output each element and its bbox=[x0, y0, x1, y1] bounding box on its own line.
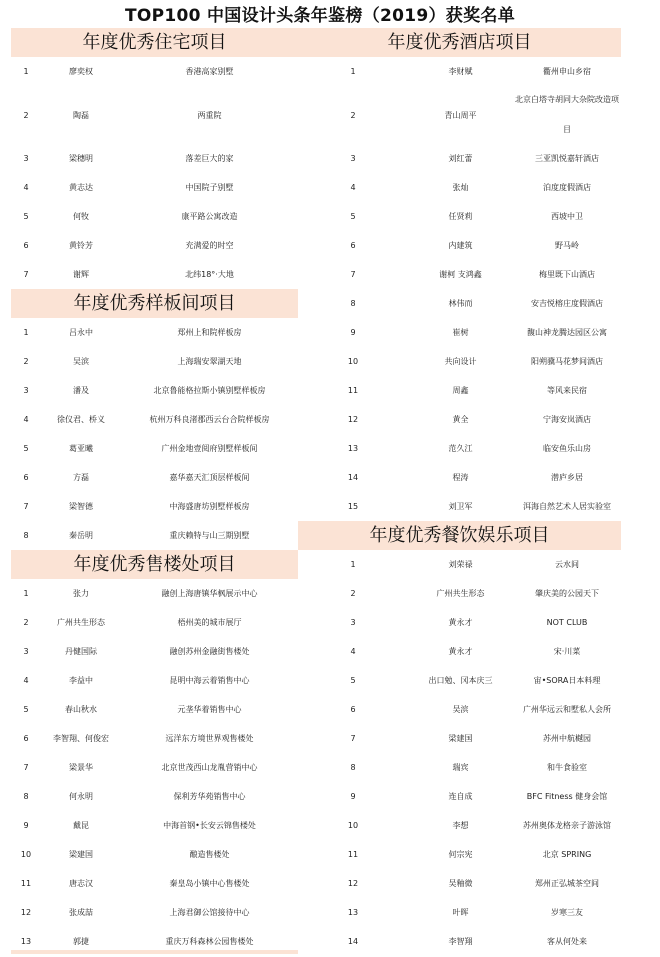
table-row bbox=[11, 724, 298, 753]
table-row bbox=[298, 434, 621, 463]
row-number: 14 bbox=[347, 937, 359, 946]
row-number: 13 bbox=[347, 908, 359, 917]
designer-name: 吴滨 bbox=[452, 705, 469, 714]
right-column bbox=[298, 28, 621, 956]
project-name: 衢州申山乡宿 bbox=[543, 66, 591, 76]
project-name: 重庆万科森林公园售楼处 bbox=[165, 937, 254, 946]
table-row bbox=[298, 753, 621, 782]
designer-name: 刘红蕾 bbox=[448, 154, 473, 163]
designer-name: 梁穗明 bbox=[69, 154, 93, 163]
row-number: 5 bbox=[23, 705, 29, 714]
row-number: 8 bbox=[23, 792, 29, 801]
designer-name: 何宗宪 bbox=[448, 850, 473, 859]
designer-name: 任贤莉 bbox=[448, 212, 473, 221]
sales-office-rows bbox=[11, 579, 298, 956]
table-row bbox=[11, 231, 298, 260]
project-name: 阳朔骥马花梦间酒店 bbox=[531, 356, 603, 366]
designer-name: 郭捷 bbox=[73, 937, 89, 946]
row-number: 2 bbox=[350, 110, 356, 120]
project-name: 两重院 bbox=[197, 110, 222, 120]
table-row bbox=[11, 695, 298, 724]
row-number: 8 bbox=[350, 299, 356, 308]
designer-name: 张力 bbox=[73, 589, 89, 598]
section-heading-sales-office: 年度优秀售楼处项目 bbox=[11, 550, 298, 579]
designer-name: 李智翔 bbox=[448, 937, 473, 946]
project-name: 梅里既下山酒店 bbox=[539, 269, 595, 279]
table-row bbox=[298, 86, 621, 144]
designer-name: 陶磊 bbox=[73, 110, 89, 120]
designer-name: 李想 bbox=[452, 821, 469, 830]
row-number: 6 bbox=[350, 705, 356, 714]
designer-name: 黄永才 bbox=[448, 647, 473, 656]
project-name: 中海首钢•长安云锦售楼处 bbox=[163, 821, 256, 830]
table-row bbox=[298, 463, 621, 492]
section-heading-show-flat: 年度优秀样板间项目 bbox=[11, 289, 298, 318]
designer-name: 梁建国 bbox=[69, 850, 93, 859]
row-number: 8 bbox=[350, 763, 356, 772]
project-name: 北纬18°·大地 bbox=[185, 270, 234, 279]
row-number: 7 bbox=[350, 270, 356, 279]
designer-name: 春山秋水 bbox=[65, 705, 97, 714]
table-row bbox=[298, 579, 621, 608]
table-row bbox=[298, 289, 621, 318]
designer-name: 连自成 bbox=[448, 792, 473, 801]
project-name: 泊度度假酒店 bbox=[543, 182, 591, 192]
designer-name: 廖奕权 bbox=[69, 67, 93, 76]
row-number: 1 bbox=[350, 560, 356, 569]
project-name: 馥山神龙腾达园区公寓 bbox=[527, 327, 607, 337]
row-number: 10 bbox=[347, 357, 359, 366]
designer-name: 刘卫军 bbox=[448, 502, 473, 511]
table-row bbox=[11, 57, 298, 86]
row-number: 6 bbox=[23, 241, 29, 250]
table-row bbox=[298, 782, 621, 811]
row-number: 7 bbox=[350, 734, 356, 743]
designer-name: 张灿 bbox=[452, 183, 469, 192]
row-number: 7 bbox=[23, 502, 29, 511]
project-name: 北京 SPRING bbox=[542, 849, 592, 859]
project-name: 北京白塔寺胡同大杂院改造项目 bbox=[515, 95, 619, 134]
table-row bbox=[298, 57, 621, 86]
row-number: 3 bbox=[23, 386, 29, 395]
project-name: 重庆赖特与山三期别墅 bbox=[169, 531, 250, 540]
designer-name: 广州共生形态 bbox=[57, 618, 105, 627]
project-name: 康平路公寓改造 bbox=[181, 212, 238, 221]
designer-name: 戴昆 bbox=[73, 821, 89, 830]
designer-name: 丹健国际 bbox=[65, 647, 97, 656]
project-name: 宙•SORA日本料理 bbox=[533, 675, 601, 685]
designer-name: 叶晖 bbox=[452, 908, 469, 917]
designer-name: 吕永中 bbox=[69, 328, 93, 337]
table-row bbox=[11, 144, 298, 173]
project-name: 酿造售楼处 bbox=[189, 850, 230, 859]
table-row bbox=[298, 637, 621, 666]
row-number: 4 bbox=[23, 676, 29, 685]
table-row bbox=[11, 463, 298, 492]
designer-name: 何永明 bbox=[69, 792, 93, 801]
project-name: 和牛食验室 bbox=[547, 762, 587, 772]
project-name: NOT CLUB bbox=[546, 617, 588, 627]
row-number: 1 bbox=[23, 589, 29, 598]
designer-name: 程涛 bbox=[452, 473, 469, 482]
table-row bbox=[11, 260, 298, 289]
designer-name: 梁智德 bbox=[69, 502, 93, 511]
row-number: 7 bbox=[23, 763, 29, 772]
row-number: 6 bbox=[350, 241, 356, 250]
project-name: 洱海自然艺术人居实验室 bbox=[523, 501, 611, 511]
project-name: 苏州奥体龙格亲子游泳馆 bbox=[523, 820, 611, 830]
section-heading-residential: 年度优秀住宅项目 bbox=[11, 28, 298, 57]
table-row bbox=[11, 666, 298, 695]
project-name: 北京鲁能格拉斯小镇别墅样板房 bbox=[153, 386, 266, 395]
project-name: 杭州万科良渚郡西云台合院样板房 bbox=[149, 415, 270, 424]
table-row bbox=[298, 695, 621, 724]
table-row bbox=[298, 260, 621, 289]
table-row bbox=[298, 608, 621, 637]
table-row bbox=[298, 492, 621, 521]
project-name: 云水间 bbox=[555, 559, 579, 569]
designer-name: 吴滨 bbox=[73, 357, 89, 366]
row-number: 2 bbox=[350, 589, 356, 598]
project-name: 客从何处来 bbox=[547, 936, 587, 946]
project-name: 嘉华嘉天汇顶层样板间 bbox=[169, 473, 250, 482]
designer-name: 林伟而 bbox=[448, 299, 473, 308]
table-row bbox=[298, 318, 621, 347]
project-name: 远洋东方境世界观售楼处 bbox=[165, 734, 254, 743]
row-number: 15 bbox=[347, 502, 359, 511]
designer-name: 吴釉微 bbox=[448, 879, 473, 888]
designer-name: 梁建国 bbox=[448, 734, 473, 743]
hotel-rows bbox=[298, 57, 621, 521]
row-number: 12 bbox=[347, 879, 359, 888]
row-number: 4 bbox=[350, 183, 356, 192]
project-name: BFC Fitness 健身会馆 bbox=[526, 791, 608, 801]
designer-name: 李智翔、何俊宏 bbox=[53, 734, 109, 743]
designer-name: 瑞宾 bbox=[452, 763, 469, 772]
project-name: 广州金地壹阅府别墅样板间 bbox=[161, 444, 258, 453]
row-number: 3 bbox=[350, 154, 356, 163]
table-row bbox=[11, 202, 298, 231]
table-row bbox=[298, 405, 621, 434]
project-name: 肇庆美的公园天下 bbox=[535, 588, 599, 598]
table-row bbox=[298, 869, 621, 898]
project-name: 上海君御公馆接待中心 bbox=[169, 908, 250, 917]
table-row bbox=[11, 579, 298, 608]
project-name: 融创上海唐镇华枫展示中心 bbox=[161, 589, 258, 598]
row-number: 9 bbox=[350, 792, 356, 801]
row-number: 13 bbox=[20, 937, 32, 946]
designer-name: 葛亚曦 bbox=[69, 444, 93, 453]
table-row bbox=[11, 521, 298, 550]
row-number: 3 bbox=[23, 647, 29, 656]
table-row bbox=[11, 376, 298, 405]
row-number: 4 bbox=[23, 415, 29, 424]
designer-name: 李益中 bbox=[69, 676, 93, 685]
project-name: 野马岭 bbox=[555, 240, 579, 250]
row-number: 6 bbox=[23, 473, 29, 482]
designer-name: 青山周平 bbox=[444, 110, 477, 120]
row-number: 12 bbox=[20, 908, 32, 917]
row-number: 5 bbox=[23, 444, 29, 453]
project-name: 保利芳华苑销售中心 bbox=[173, 792, 246, 801]
project-name: 郑州上和院样板房 bbox=[177, 328, 242, 337]
table-row bbox=[11, 811, 298, 840]
row-number: 8 bbox=[23, 531, 29, 540]
designer-name: 秦岳明 bbox=[69, 531, 93, 540]
row-number: 5 bbox=[350, 212, 356, 221]
project-name: 苏州中航樾园 bbox=[543, 733, 591, 743]
project-name: 潜庐乡居 bbox=[551, 472, 583, 482]
project-name: 宋·川菜 bbox=[553, 646, 581, 656]
left-column bbox=[11, 28, 298, 956]
table-row bbox=[11, 347, 298, 376]
table-row bbox=[298, 347, 621, 376]
table-row bbox=[11, 840, 298, 869]
row-number: 6 bbox=[23, 734, 29, 743]
project-name: 元垄华着销售中心 bbox=[177, 705, 242, 714]
designer-name: 黄铃芳 bbox=[69, 241, 93, 250]
project-name: 梧州美的城市展厅 bbox=[177, 618, 242, 627]
project-name: 等风来民宿 bbox=[547, 385, 587, 395]
table-row bbox=[11, 434, 298, 463]
designer-name: 刘荣禄 bbox=[448, 560, 473, 569]
section-heading-hotel: 年度优秀酒店项目 bbox=[298, 28, 621, 57]
row-number: 11 bbox=[347, 386, 359, 395]
project-name: 郑州正弘城茶空间 bbox=[535, 878, 599, 888]
designer-name: 谢柯 支鸿鑫 bbox=[439, 270, 482, 279]
row-number: 2 bbox=[23, 110, 29, 120]
project-name: 岁寒三友 bbox=[551, 907, 583, 917]
row-number: 2 bbox=[23, 357, 29, 366]
row-number: 4 bbox=[23, 183, 29, 192]
dining-rows bbox=[298, 550, 621, 956]
row-number: 12 bbox=[347, 415, 359, 424]
project-name: 西坡中卫 bbox=[551, 211, 583, 221]
row-number: 3 bbox=[350, 618, 356, 627]
row-number: 3 bbox=[23, 154, 29, 163]
residential-rows bbox=[11, 57, 298, 289]
designer-name: 张成喆 bbox=[69, 908, 93, 917]
table-row bbox=[298, 550, 621, 579]
row-number: 10 bbox=[20, 850, 32, 859]
row-number: 11 bbox=[347, 850, 359, 859]
table-row bbox=[298, 898, 621, 927]
table-row bbox=[298, 724, 621, 753]
project-name: 北京世茂西山龙胤营销中心 bbox=[161, 763, 258, 772]
table-row bbox=[298, 173, 621, 202]
designer-name: 周鑫 bbox=[452, 386, 469, 395]
project-name: 安吉悦榕庄度假酒店 bbox=[531, 298, 603, 308]
designer-name: 共向设计 bbox=[444, 357, 477, 366]
designer-name: 唐志汉 bbox=[69, 879, 93, 888]
table-row bbox=[11, 869, 298, 898]
page-title: TOP100 中国设计头条年鉴榜（2019）获奖名单 bbox=[124, 6, 516, 26]
designer-name: 内建筑 bbox=[448, 241, 473, 250]
project-name: 中国院子别墅 bbox=[185, 183, 234, 192]
project-name: 融创苏州金融街售楼处 bbox=[169, 647, 250, 656]
table-row bbox=[11, 173, 298, 202]
designer-name: 崔树 bbox=[452, 328, 469, 337]
row-number: 7 bbox=[23, 270, 29, 279]
designer-name: 梁景华 bbox=[69, 763, 93, 772]
table-row bbox=[11, 753, 298, 782]
table-row bbox=[298, 376, 621, 405]
table-row bbox=[11, 86, 298, 144]
row-number: 1 bbox=[350, 67, 356, 76]
project-name: 临安鱼乐山房 bbox=[543, 443, 591, 453]
row-number: 10 bbox=[347, 821, 359, 830]
row-number: 9 bbox=[23, 821, 29, 830]
project-name: 落差巨大的家 bbox=[185, 154, 234, 163]
designer-name: 范久江 bbox=[448, 444, 473, 453]
designer-name: 李财赋 bbox=[448, 67, 473, 76]
project-name: 秦皇岛小镇中心售楼处 bbox=[169, 879, 250, 888]
row-number: 14 bbox=[347, 473, 359, 482]
table-row bbox=[298, 144, 621, 173]
table-row bbox=[11, 405, 298, 434]
project-name: 广州华远云和墅私人会所 bbox=[523, 704, 611, 714]
table-row bbox=[11, 782, 298, 811]
designer-name: 方磊 bbox=[73, 473, 89, 482]
project-name: 三亚凯悦嘉轩酒店 bbox=[535, 153, 599, 163]
project-name: 昆明中海云着销售中心 bbox=[169, 676, 250, 685]
table-row bbox=[11, 318, 298, 347]
next-section-heading-strip bbox=[11, 950, 298, 954]
row-number: 9 bbox=[350, 328, 356, 337]
designer-name: 潘及 bbox=[73, 386, 89, 395]
row-number: 5 bbox=[350, 676, 356, 685]
table-row bbox=[11, 608, 298, 637]
designer-name: 黄志达 bbox=[69, 183, 93, 192]
row-number: 13 bbox=[347, 444, 359, 453]
designer-name: 徐仪君、桥义 bbox=[57, 415, 105, 424]
project-name: 中海盛唐坊别墅样板房 bbox=[169, 502, 250, 511]
row-number: 4 bbox=[350, 647, 356, 656]
row-number: 5 bbox=[23, 212, 29, 221]
section-heading-dining: 年度优秀餐饮娱乐项目 bbox=[298, 521, 621, 550]
designer-name: 广州共生形态 bbox=[436, 589, 485, 598]
table-row bbox=[11, 637, 298, 666]
row-number: 2 bbox=[23, 618, 29, 627]
row-number: 1 bbox=[23, 67, 29, 76]
designer-name: 黄永才 bbox=[448, 618, 473, 627]
row-number: 11 bbox=[20, 879, 32, 888]
project-name: 宁海安岚酒店 bbox=[543, 414, 591, 424]
designer-name: 何牧 bbox=[73, 212, 89, 221]
project-name: 香港高家别墅 bbox=[185, 67, 234, 76]
row-number: 1 bbox=[23, 328, 29, 337]
table-row bbox=[298, 231, 621, 260]
table-row bbox=[11, 898, 298, 927]
designer-name: 黄全 bbox=[452, 415, 469, 424]
table-row bbox=[298, 811, 621, 840]
table-row bbox=[298, 927, 621, 956]
table-row bbox=[298, 202, 621, 231]
table-row bbox=[298, 666, 621, 695]
project-name: 上海瑞安翠湖天地 bbox=[177, 357, 242, 366]
designer-name: 出口勉、冈本庆三 bbox=[428, 676, 493, 685]
show-flat-rows bbox=[11, 318, 298, 550]
designer-name: 谢辉 bbox=[73, 270, 89, 279]
project-name: 充满爱的时空 bbox=[185, 241, 234, 250]
table-row bbox=[11, 492, 298, 521]
table-row bbox=[298, 840, 621, 869]
